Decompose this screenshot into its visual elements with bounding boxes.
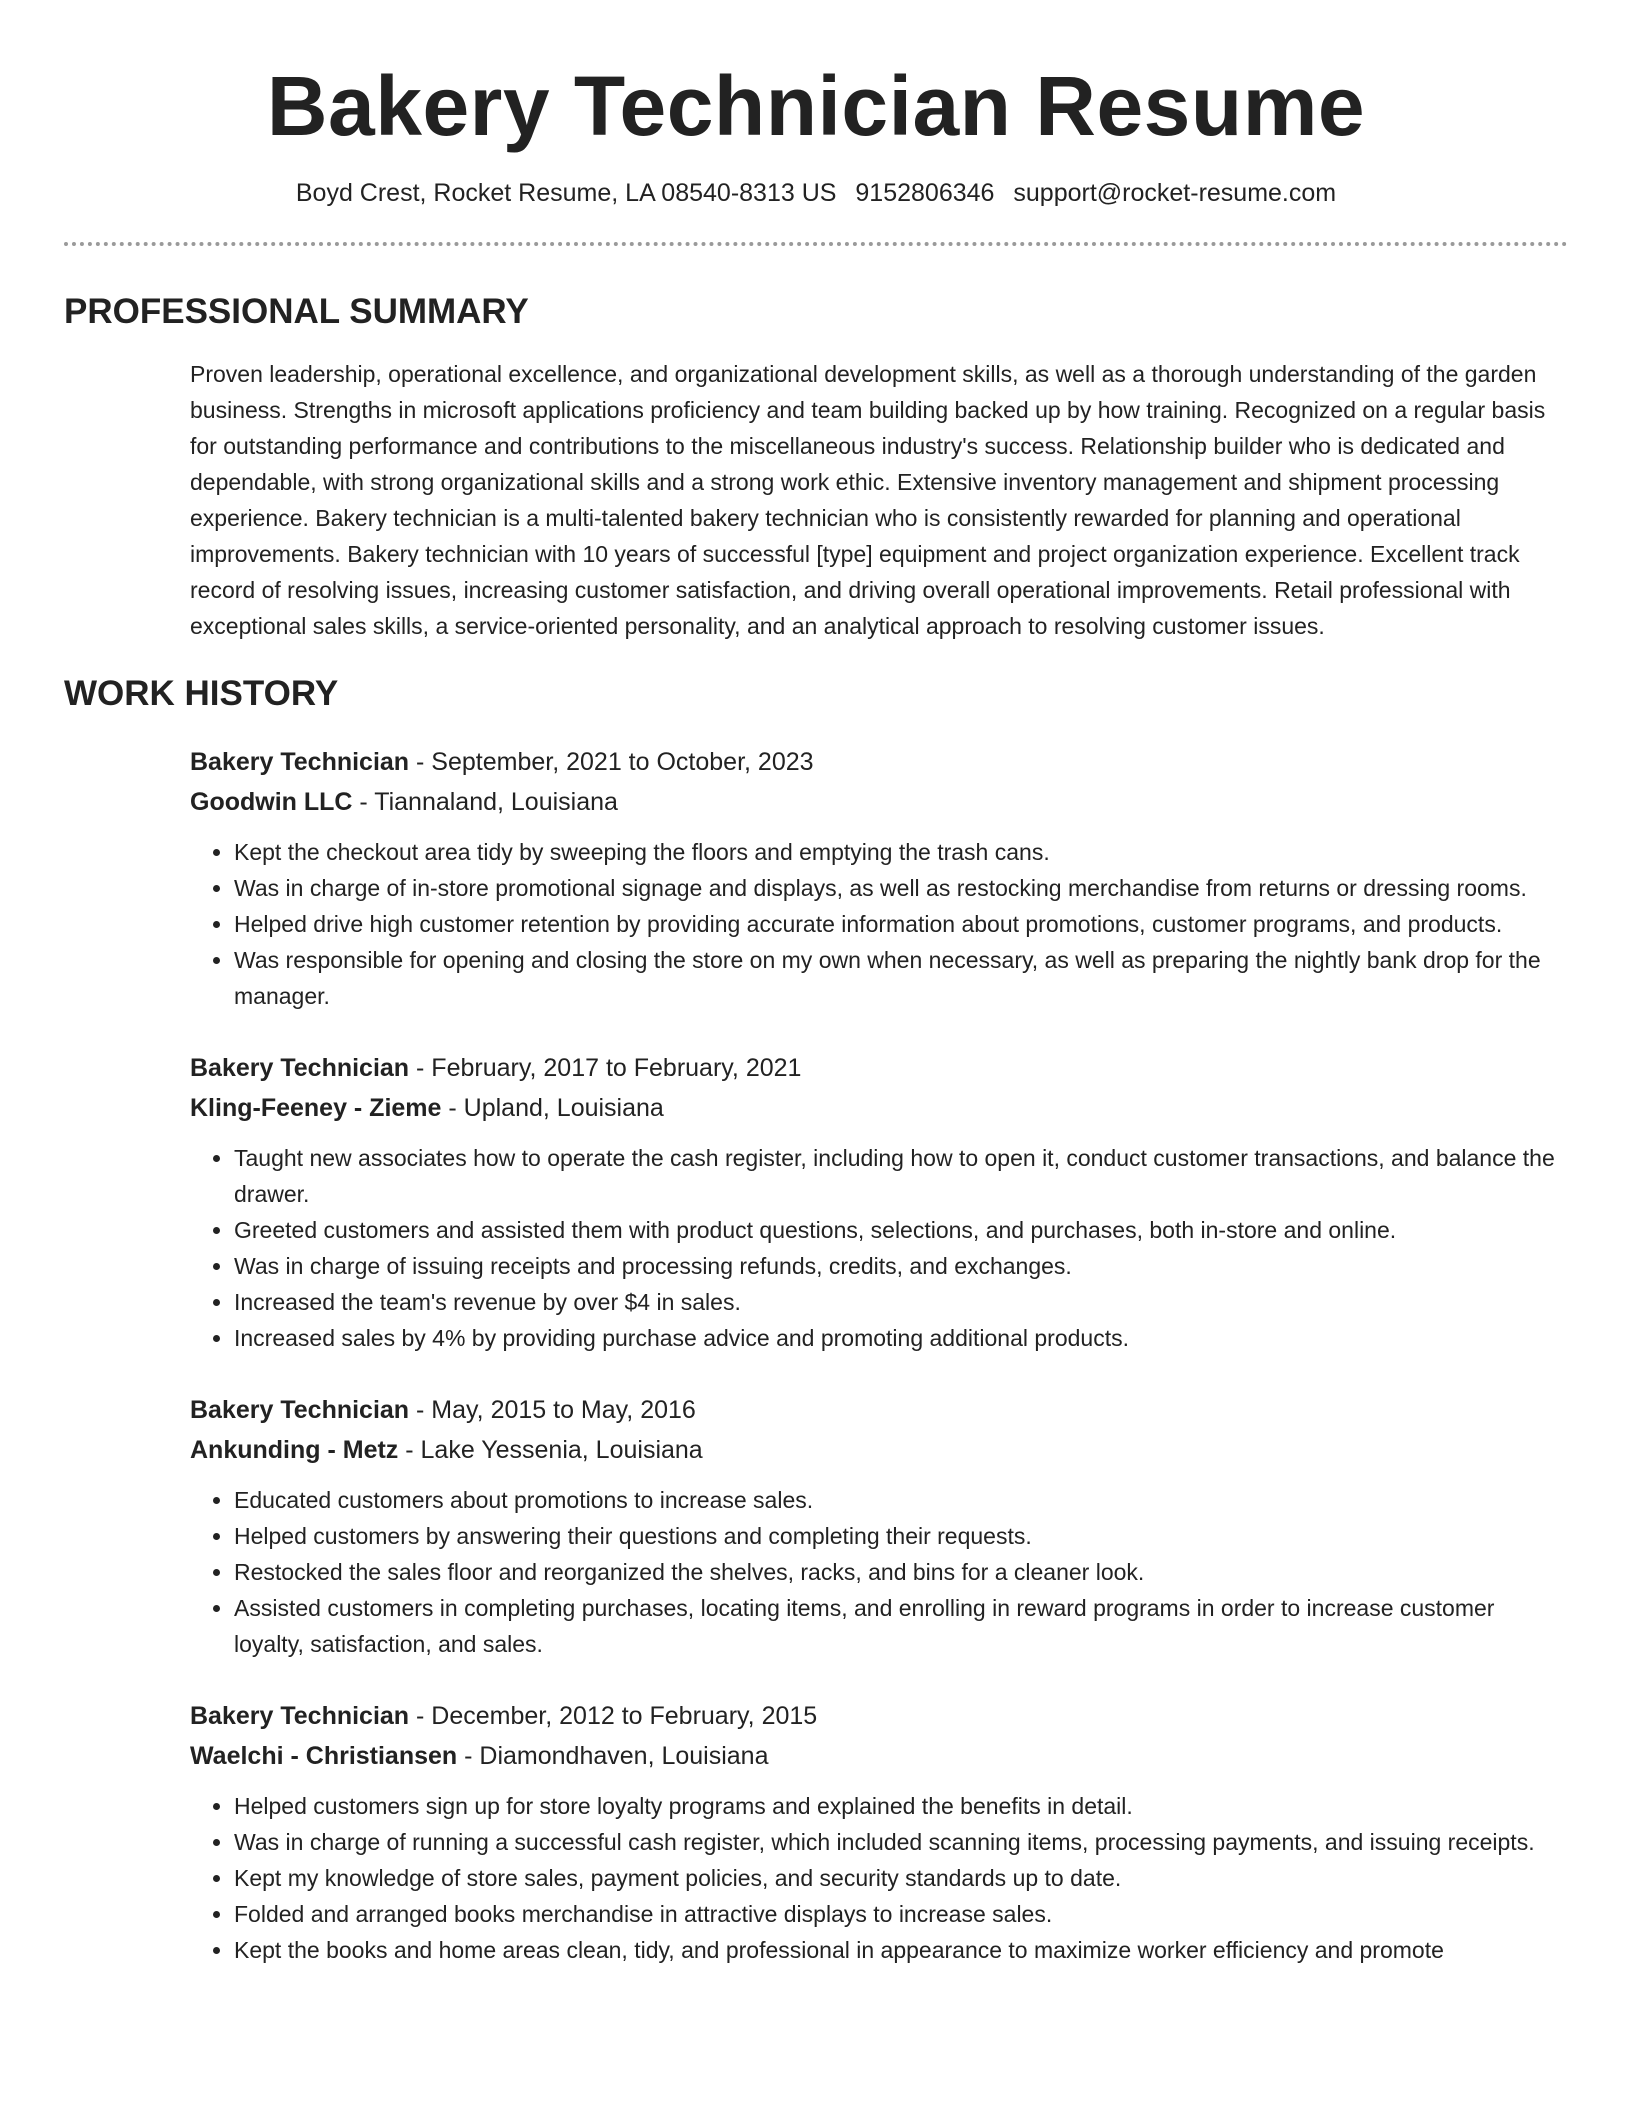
work-history-heading: WORK HISTORY xyxy=(64,674,339,713)
job-bullet: • Helped customers by answering their questions and completing their requests. xyxy=(234,1518,1568,1554)
job-bullets xyxy=(190,1482,1568,1662)
summary-text: Proven leadership, operational excellence, and organizational development skills, as well as a thorough understanding of the garden business. Strengths in microsoft applications proficiency and team building backed up by how training. Recognized on a regular basis for outstanding performance and contributions to the miscellaneous industry's success. Relationship builder who is dedicated and dependable, with strong organizational skills and a strong work ethic. Extensive inventory management and shipment processing experience. Bakery technician is a multi-talented bakery technician who is consistently rewarded for planning and operational improvements. Bakery technician with 10 years of successful [type] equipment and project organization experience. Excellent track record of resolving issues, increasing customer satisfaction, and driving overall operational improvements. Retail professional with exceptional sales skills, a service-oriented personality, and an analytical approach to resolving customer issues. xyxy=(190,361,1546,639)
job-company-line xyxy=(190,1088,1568,1128)
job-bullets xyxy=(190,1788,1568,1968)
job-entry xyxy=(190,1390,1568,1662)
job-company: Ankunding - Metz xyxy=(190,1436,399,1464)
contact-email: support@rocket-resume.com xyxy=(1013,179,1337,207)
job-title-line xyxy=(190,1696,1568,1736)
job-bullet: • Helped customers sign up for store loyalty programs and explained the benefits in detail. xyxy=(234,1788,1568,1824)
job-location: - Lake Yessenia, Louisiana xyxy=(398,1436,703,1464)
job-bullets xyxy=(190,834,1568,1014)
job-bullet: • Helped drive high customer retention by providing accurate information about promotions, customer programs, and products. xyxy=(234,906,1568,942)
job-bullet: • Kept the books and home areas clean, tidy, and professional in appearance to maximize worker efficiency and promote xyxy=(234,1932,1568,1968)
job-title: Bakery Technician xyxy=(190,748,410,776)
job-company-line xyxy=(190,782,1568,822)
job-location: - Diamondhaven, Louisiana xyxy=(457,1742,769,1770)
job-bullet: • Educated customers about promotions to increase sales. xyxy=(234,1482,1568,1518)
contact-address: Boyd Crest, Rocket Resume, LA 08540-8313 US xyxy=(295,179,837,207)
job-title: Bakery Technician xyxy=(190,1054,410,1082)
job-bullet: • Assisted customers in completing purchases, locating items, and enrolling in reward programs in order to increase customer loyalty, satisfaction, and sales. xyxy=(234,1590,1568,1662)
job-dates: - May, 2015 to May, 2016 xyxy=(409,1396,696,1424)
job-company-line xyxy=(190,1736,1568,1776)
job-bullet: • Was in charge of issuing receipts and processing refunds, credits, and exchanges. xyxy=(234,1248,1568,1284)
job-company: Waelchi - Christiansen xyxy=(190,1742,458,1770)
job-bullet: • Kept my knowledge of store sales, payment policies, and security standards up to date. xyxy=(234,1860,1568,1896)
job-bullet: • Was responsible for opening and closing the store on my own when necessary, as well as preparing the nightly bank drop for the manager. xyxy=(234,942,1568,1014)
job-company: Kling-Feeney - Zieme xyxy=(190,1094,442,1122)
job-entry xyxy=(190,1048,1568,1356)
summary-heading: PROFESSIONAL SUMMARY xyxy=(64,292,529,331)
job-bullet: • Kept the checkout area tidy by sweeping the floors and emptying the trash cans. xyxy=(234,834,1568,870)
job-title-line xyxy=(190,1048,1568,1088)
job-dates: - September, 2021 to October, 2023 xyxy=(409,748,814,776)
job-title-line xyxy=(190,742,1568,782)
job-company: Goodwin LLC xyxy=(190,788,353,816)
job-title: Bakery Technician xyxy=(190,1702,410,1730)
job-dates: - February, 2017 to February, 2021 xyxy=(409,1054,802,1082)
job-bullet: • Taught new associates how to operate the cash register, including how to open it, conduct customer transactions, and balance the drawer. xyxy=(234,1140,1568,1212)
job-dates: - December, 2012 to February, 2015 xyxy=(409,1702,818,1730)
job-entry xyxy=(190,742,1568,1014)
contact-info xyxy=(64,176,1568,210)
job-bullet: • Greeted customers and assisted them with product questions, selections, and purchases, both in-store and online. xyxy=(234,1212,1568,1248)
job-bullet: • Restocked the sales floor and reorganized the shelves, racks, and bins for a cleaner look. xyxy=(234,1554,1568,1590)
job-bullet: • Folded and arranged books merchandise in attractive displays to increase sales. xyxy=(234,1896,1568,1932)
job-bullet: • Was in charge of running a successful cash register, which included scanning items, processing payments, and issuing receipts. xyxy=(234,1824,1568,1860)
resume-title: Bakery Technician Resume xyxy=(266,59,1366,153)
job-bullet: • Increased sales by 4% by providing purchase advice and promoting additional products. xyxy=(234,1320,1568,1356)
contact-phone: 9152806346 xyxy=(855,179,995,207)
job-title: Bakery Technician xyxy=(190,1396,410,1424)
job-bullet: • Was in charge of in-store promotional signage and displays, as well as restocking merchandise from returns or dressing rooms. xyxy=(234,870,1568,906)
job-location: - Tiannaland, Louisiana xyxy=(352,788,618,816)
job-company-line xyxy=(190,1430,1568,1470)
job-bullets xyxy=(190,1140,1568,1356)
job-location: - Upland, Louisiana xyxy=(441,1094,664,1122)
job-title-line xyxy=(190,1390,1568,1430)
job-bullet: • Increased the team's revenue by over $4 in sales. xyxy=(234,1284,1568,1320)
job-entry xyxy=(190,1696,1568,1968)
header-divider xyxy=(64,242,1568,246)
